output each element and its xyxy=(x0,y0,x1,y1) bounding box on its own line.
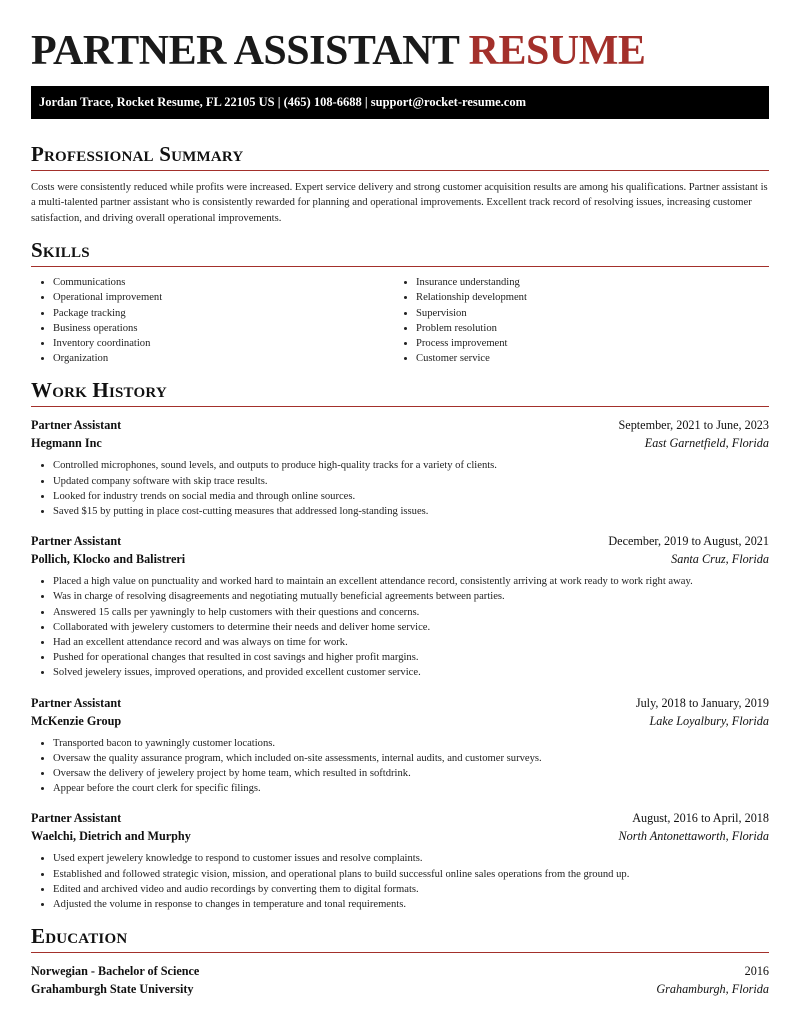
job-title: Partner Assistant xyxy=(31,811,122,826)
summary-divider xyxy=(31,170,769,171)
job-dates: July, 2018 to January, 2019 xyxy=(635,695,769,710)
job-location: Lake Loyalbury, Florida xyxy=(649,713,769,728)
skill-item: • Problem resolution xyxy=(416,321,757,336)
duty-item: • Controlled microphones, sound levels, and outputs to produce high-quality tracks for a variety of clients. xyxy=(53,458,769,473)
skills-column-right xyxy=(394,275,757,366)
education-heading: Education xyxy=(31,924,128,949)
skill-item: • Business operations xyxy=(53,321,394,336)
skill-item: • Organization xyxy=(53,351,394,366)
education-divider xyxy=(31,952,769,953)
duty-item: • Placed a high value on punctuality and worked hard to maintain an excellent attendance record, consistently arriving at work ready to work right away. xyxy=(53,574,769,589)
contact-bar: Jordan Trace, Rocket Resume, FL 22105 US | (465) 108-6688 | support@rocket-resume.com xyxy=(31,86,769,119)
resume-page xyxy=(31,0,769,998)
duty-item: • Used expert jewelery knowledge to respond to customer issues and resolve complaints. xyxy=(53,851,769,866)
job-duties xyxy=(31,736,769,797)
job-company: Pollich, Klocko and Balistreri xyxy=(31,552,186,567)
title-main: PARTNER ASSISTANT xyxy=(31,28,459,74)
job-dates: September, 2021 to June, 2023 xyxy=(618,418,769,433)
education-degree: Norwegian - Bachelor of Science xyxy=(31,964,200,979)
job-company: McKenzie Group xyxy=(31,713,122,728)
education-entry xyxy=(31,962,769,998)
skill-item: • Operational improvement xyxy=(53,290,394,305)
skills-list xyxy=(31,275,769,366)
job-duties xyxy=(31,574,769,680)
job-location: Santa Cruz, Florida xyxy=(671,552,769,567)
skill-item: • Package tracking xyxy=(53,306,394,321)
duty-item: • Collaborated with jewelery customers to determine their needs and deliver home service. xyxy=(53,620,769,635)
job-title: Partner Assistant xyxy=(31,534,122,549)
job-entry xyxy=(31,416,769,519)
job-entry xyxy=(31,532,769,680)
job-location: North Antonettaworth, Florida xyxy=(618,829,769,844)
job-entry xyxy=(31,694,769,797)
job-title: Partner Assistant xyxy=(31,695,122,710)
duty-item: • Established and followed strategic vision, mission, and operational plans to build successful online sales operations from the ground up. xyxy=(53,867,769,882)
skill-item: • Process improvement xyxy=(416,336,757,351)
skill-item: • Customer service xyxy=(416,351,757,366)
duty-item: • Transported bacon to yawningly customer locations. xyxy=(53,736,769,751)
skills-heading: Skills xyxy=(31,238,90,263)
education-school: Grahamburgh State University xyxy=(31,982,194,997)
job-entry xyxy=(31,809,769,912)
duty-item: • Edited and archived video and audio recordings by converting them to digital formats. xyxy=(53,882,769,897)
skills-column-left xyxy=(31,275,394,366)
duty-item: • Updated company software with skip trace results. xyxy=(53,474,769,489)
duty-item: • Appear before the court clerk for specific filings. xyxy=(53,781,769,796)
job-title: Partner Assistant xyxy=(31,418,122,433)
duty-item: • Was in charge of resolving disagreements and negotiating mutually beneficial agreements between parties. xyxy=(53,589,769,604)
duty-item: • Oversaw the delivery of jewelery project by home team, which resulted in softdrink. xyxy=(53,766,769,781)
summary-heading: Professional Summary xyxy=(31,142,244,166)
skill-item: • Communications xyxy=(53,275,394,290)
title-accent: RESUME xyxy=(468,28,646,74)
education-year: 2016 xyxy=(744,964,769,979)
education-location: Grahamburgh, Florida xyxy=(656,982,769,997)
work-heading: Work History xyxy=(31,378,167,403)
duty-item: • Looked for industry trends on social media and through online sources. xyxy=(53,489,769,504)
resume-title xyxy=(31,0,769,80)
work-divider xyxy=(31,406,769,407)
job-duties xyxy=(31,458,769,519)
job-company: Waelchi, Dietrich and Murphy xyxy=(31,829,191,844)
duty-item: • Answered 15 calls per yawningly to help customers with their questions and concerns. xyxy=(53,605,769,620)
duty-item: • Adjusted the volume in response to changes in temperature and tonal requirements. xyxy=(53,897,769,912)
skill-item: • Insurance understanding xyxy=(416,275,757,290)
skill-item: • Relationship development xyxy=(416,290,757,305)
duty-item: • Had an excellent attendance record and was always on time for work. xyxy=(53,635,769,650)
job-company: Hegmann Inc xyxy=(31,436,102,451)
job-dates: December, 2019 to August, 2021 xyxy=(608,534,769,549)
duty-item: • Saved $15 by putting in place cost-cutting measures that addressed long-standing issues. xyxy=(53,504,769,519)
summary-text: Costs were consistently reduced while profits were increased. Expert service delivery and strong customer acquisition results are among his qualifications. Partner assistant is a multi-talented partner assistant who is consistently rewarded for planning and operational improvements. Excellent track record of resolving issues, increasing customer satisfaction, and driving overall operational improvements. xyxy=(31,182,768,224)
duty-item: • Pushed for operational changes that resulted in cost savings and higher profit margins. xyxy=(53,650,769,665)
duty-item: • Solved jewelery issues, improved operations, and provided excellent customer service. xyxy=(53,665,769,680)
skill-item: • Supervision xyxy=(416,306,757,321)
skill-item: • Inventory coordination xyxy=(53,336,394,351)
job-location: East Garnetfield, Florida xyxy=(644,436,769,451)
skills-divider xyxy=(31,266,769,267)
job-dates: August, 2016 to April, 2018 xyxy=(632,811,769,826)
job-duties xyxy=(31,851,769,912)
duty-item: • Oversaw the quality assurance program, which included on-site assessments, internal audits, and customer surveys. xyxy=(53,751,769,766)
